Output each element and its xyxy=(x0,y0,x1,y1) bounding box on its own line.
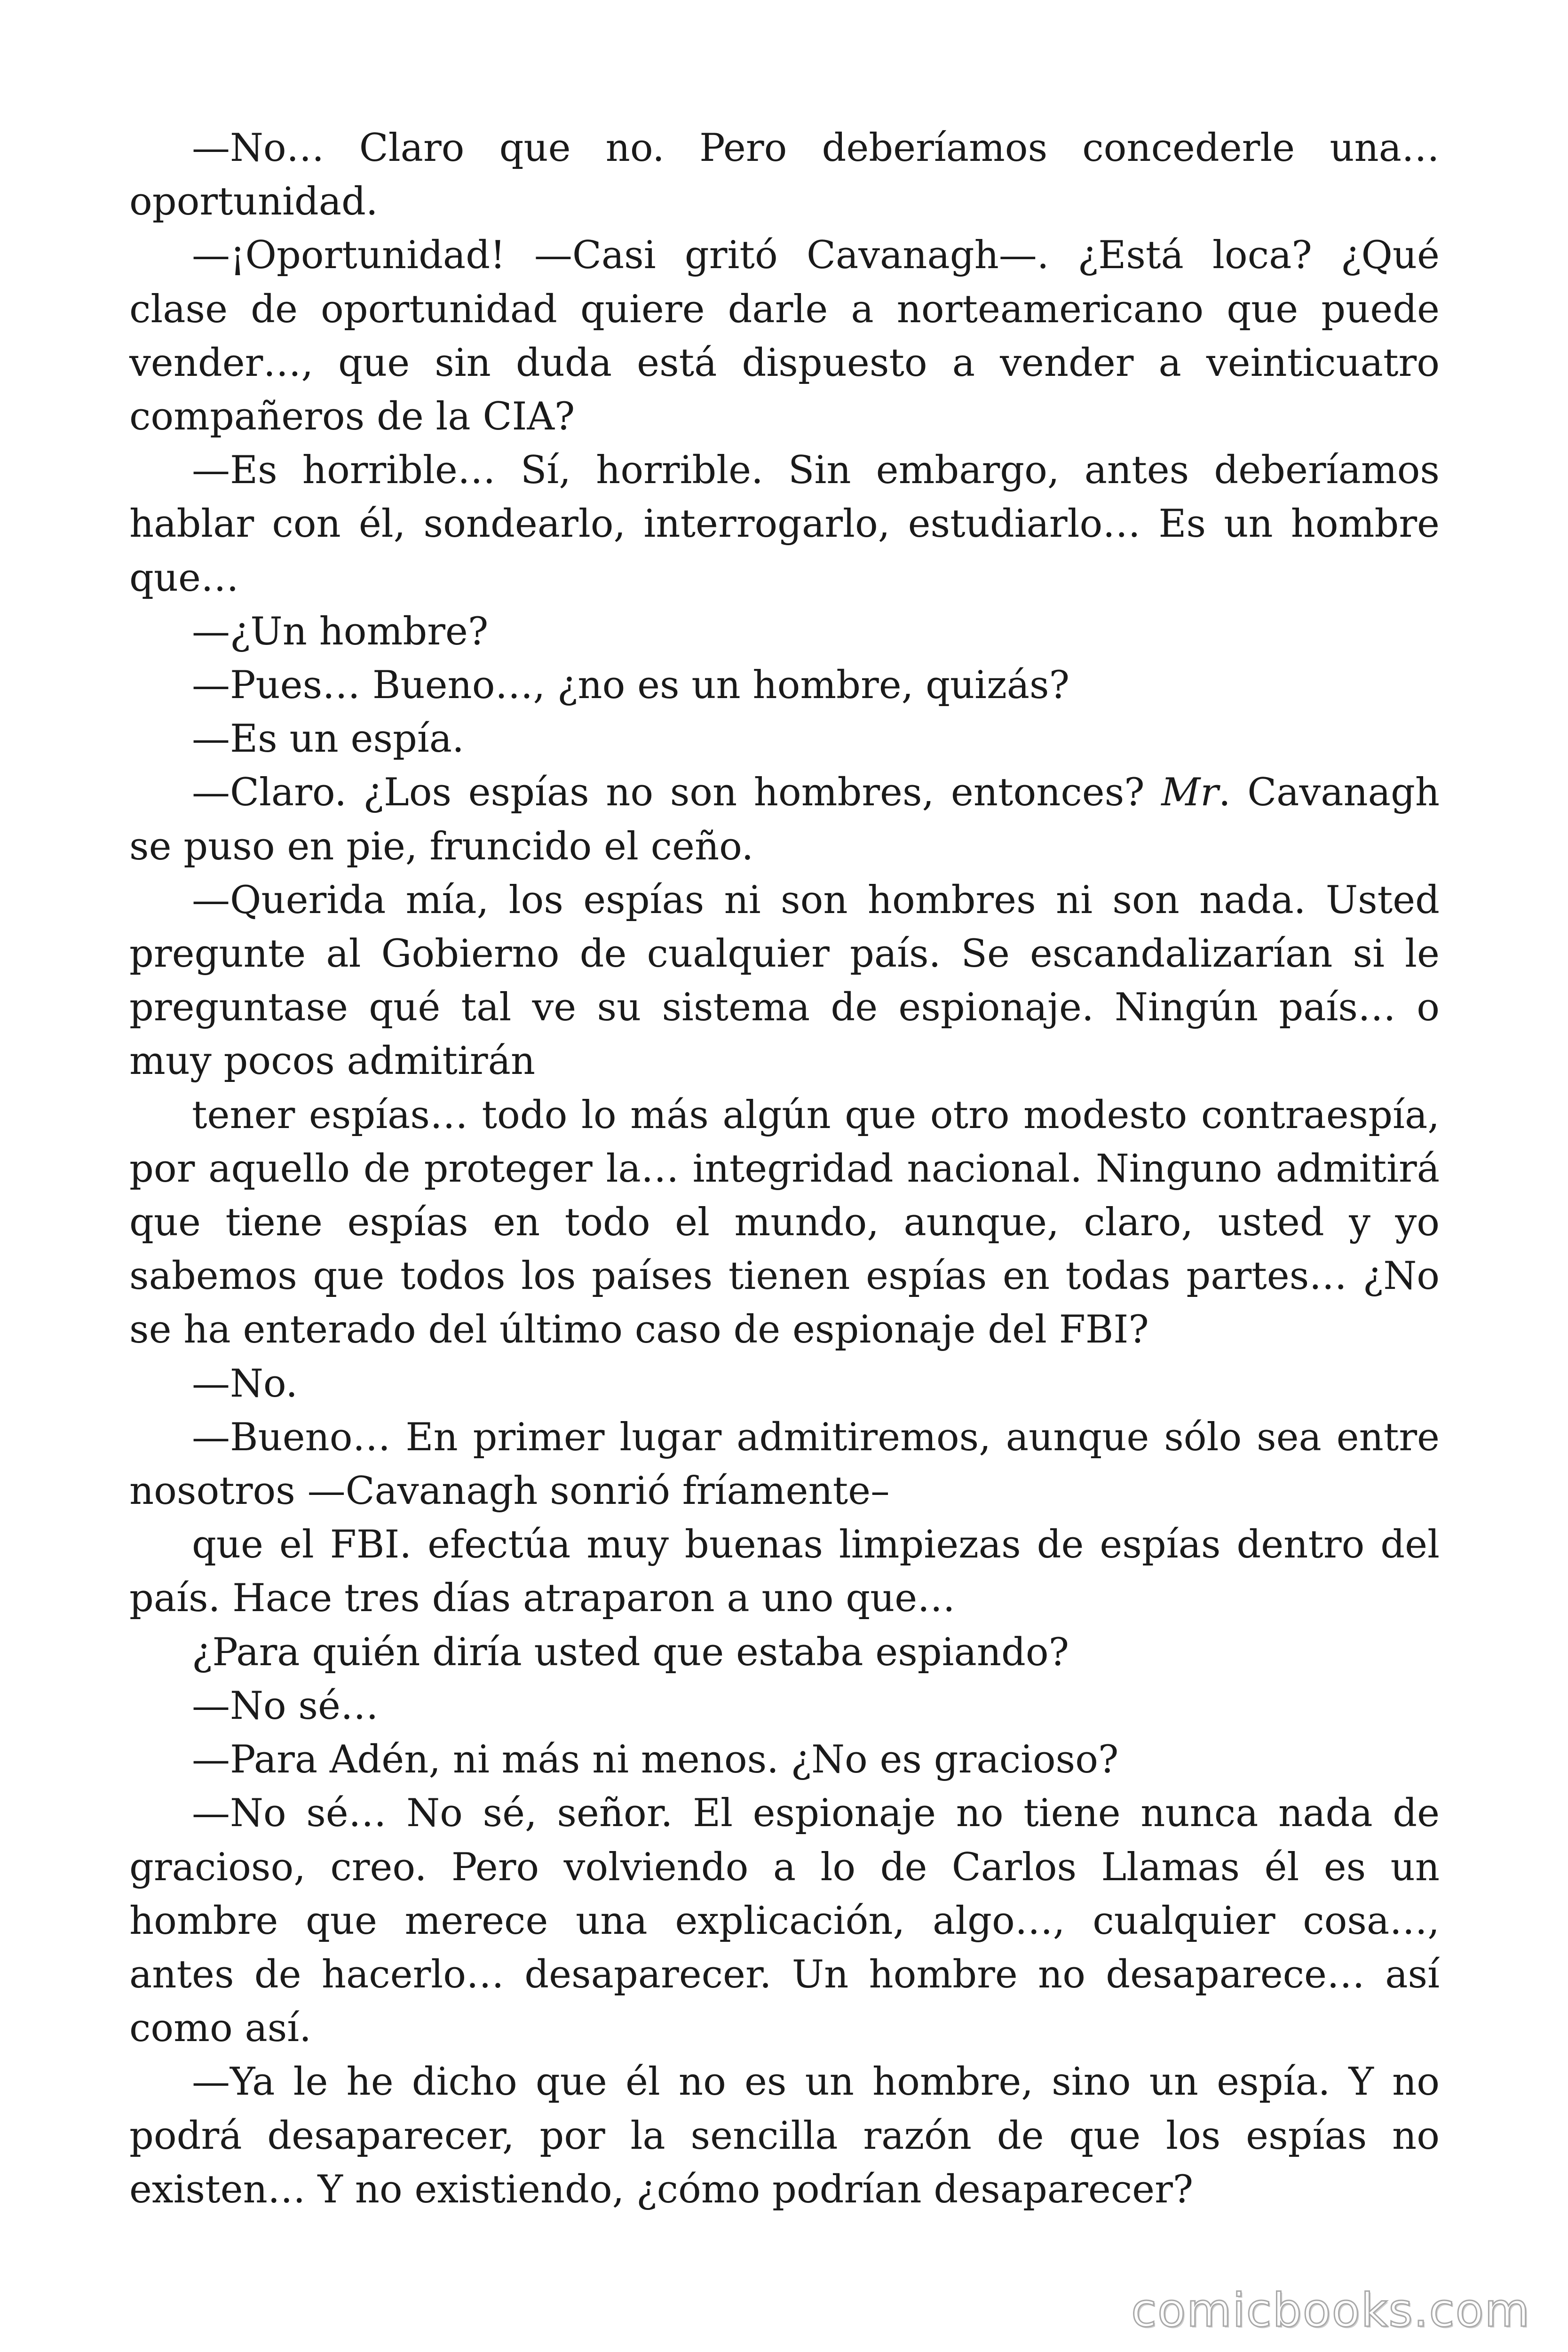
paragraph-text: —Pues… Bueno…, ¿no es un hombre, quizás? xyxy=(192,663,1070,708)
body-text xyxy=(129,121,1440,2217)
paragraph xyxy=(129,1787,1440,2055)
paragraph xyxy=(129,766,1440,873)
paragraph-text: . Cavanagh se puso en pie, fruncido el ceño. xyxy=(129,771,1440,869)
watermark: comicbooks.com xyxy=(1131,2284,1530,2337)
paragraph-text: —Claro. ¿Los espías no son hombres, entonces? xyxy=(192,771,1162,815)
paragraph xyxy=(129,1518,1440,1625)
paragraph xyxy=(129,2055,1440,2217)
paragraph xyxy=(129,1089,1440,1357)
paragraph-text: —Ya le he dicho que él no es un hombre, sino un espía. Y no podrá desaparecer, por la sencilla razón de que los espías no existen… Y no existiendo, ¿cómo podrían desaparecer? xyxy=(129,2060,1440,2212)
italic-text: Mr xyxy=(1161,771,1219,815)
paragraph xyxy=(129,874,1440,1089)
paragraph-text: —¡Oportunidad! —Casi gritó Cavanagh—. ¿Está loca? ¿Qué clase de oportunidad quiere darle a norteamericano que puede vender…, que sin duda está dispuesto a vender a veinticuatro compañeros de la CIA? xyxy=(129,233,1440,439)
paragraph xyxy=(129,712,1440,766)
paragraph xyxy=(129,1357,1440,1411)
paragraph-text: —No… Claro que no. Pero deberíamos concederle una… oportunidad. xyxy=(129,126,1440,224)
paragraph-text: —Bueno… En primer lugar admitiremos, aunque sólo sea entre nosotros —Cavanagh sonrió fríamente– xyxy=(129,1415,1440,1514)
paragraph-text: —No. xyxy=(192,1361,298,1406)
paragraph-text: —¿Un hombre? xyxy=(192,609,489,654)
paragraph xyxy=(129,444,1440,605)
paragraph xyxy=(129,1733,1440,1787)
paragraph-text: —Es un espía. xyxy=(192,717,464,762)
paragraph xyxy=(129,1626,1440,1679)
paragraph-text: —Querida mía, los espías ni son hombres ni son nada. Usted pregunte al Gobierno de cualquier país. Se escandalizarían si le preguntase qué tal ve su sistema de espionaje. Ningún país… o muy pocos admitirán xyxy=(129,878,1440,1084)
paragraph-text: —Para Adén, ni más ni menos. ¿No es gracioso? xyxy=(192,1738,1119,1782)
paragraph-text: ¿Para quién diría usted que estaba espiando? xyxy=(192,1630,1069,1675)
paragraph xyxy=(129,605,1440,659)
paragraph-text: tener espías… todo lo más algún que otro modesto contraespía, por aquello de proteger la… integridad nacional. Ninguno admitirá que tiene espías en todo el mundo, aunque, claro, usted y yo sabemos que todos los países tienen espías en todas partes… ¿No se ha enterado del último caso de espionaje del FBI? xyxy=(129,1093,1440,1352)
paragraph xyxy=(129,1411,1440,1518)
paragraph-text: —Es horrible… Sí, horrible. Sin embargo, antes deberíamos hablar con él, sondearlo, interrogarlo, estudiarlo… Es un hombre que… xyxy=(129,448,1440,600)
paragraph-text: que el FBI. efectúa muy buenas limpiezas de espías dentro del país. Hace tres días atraparon a uno que… xyxy=(129,1523,1440,1621)
paragraph-text: —No sé… xyxy=(192,1684,379,1728)
paragraph-text: —No sé… No sé, señor. El espionaje no tiene nunca nada de gracioso, creo. Pero volviendo a lo de Carlos Llamas él es un hombre que merece una explicación, algo…, cualquier cosa…, antes de hacerlo… desaparecer. Un hombre no desaparece… así como así. xyxy=(129,1791,1440,2051)
paragraph xyxy=(129,229,1440,444)
paragraph xyxy=(129,1679,1440,1733)
paragraph xyxy=(129,121,1440,229)
paragraph xyxy=(129,659,1440,712)
